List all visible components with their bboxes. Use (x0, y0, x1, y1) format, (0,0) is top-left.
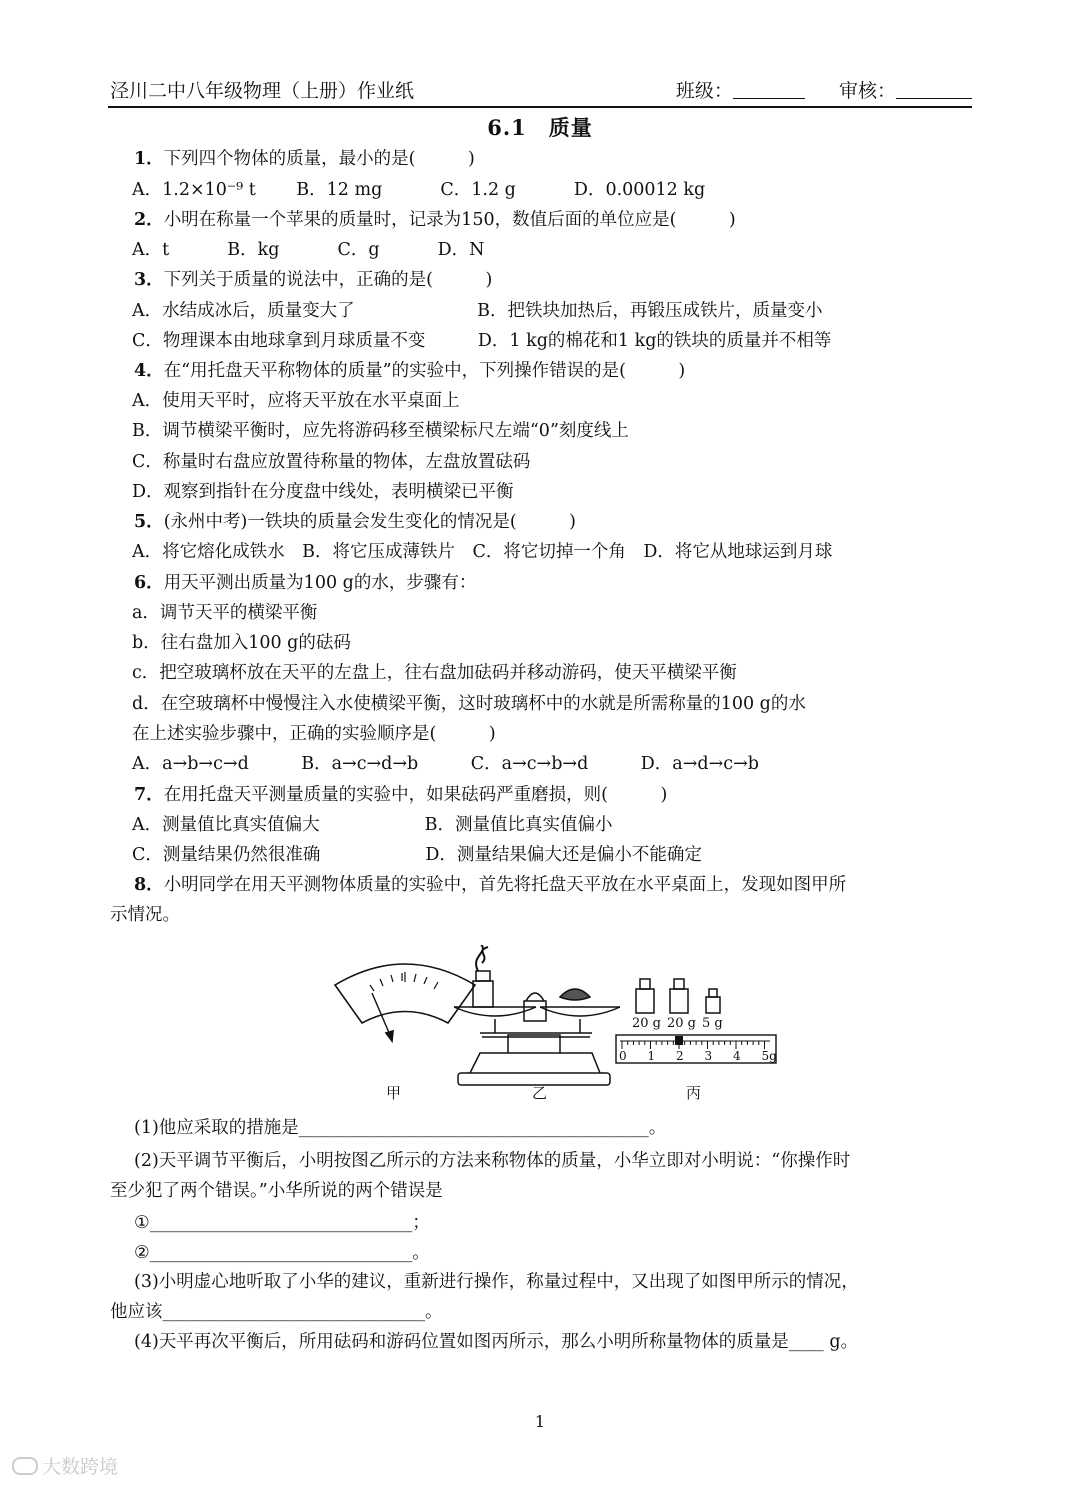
line-text: b．往右盘加入100 g的砝码 (132, 633, 351, 653)
question-line (134, 780, 667, 810)
scale-label: 3 (704, 1049, 713, 1063)
text-line (134, 1146, 850, 1176)
question-number: 1． (134, 149, 164, 169)
dial-figure (335, 964, 475, 1041)
line-text: 小明同学在用天平测物体质量的实验中，首先将托盘天平放在水平桌面上，发现如图甲所 (163, 875, 847, 895)
weight-labels (632, 1016, 723, 1031)
line-text: 在“用托盘天平称物体的质量”的实验中，下列操作错误的是( ) (163, 361, 686, 381)
line-text: A．1.2×10⁻⁹ t B．12 mg C．1.2 g D．0.00012 kg (132, 180, 706, 200)
text-line (132, 719, 496, 749)
question-number: 8． (134, 875, 164, 895)
balance-figure-main (454, 945, 620, 1085)
question-line (134, 265, 492, 295)
text-line (134, 1208, 430, 1238)
weight-20g-2 (670, 989, 688, 1013)
scale-label: 4 (733, 1049, 741, 1063)
line-text: (永州中考)一铁块的质量会发生变化的情况是( ) (163, 512, 576, 532)
line-text: 他应该______________________________。 (110, 1302, 443, 1322)
watermark (12, 1452, 118, 1479)
scale-label: 1 (647, 1049, 656, 1063)
rider-scale (616, 1035, 776, 1063)
line-text: 下列四个物体的质量，最小的是( ) (163, 149, 475, 169)
text-line (132, 810, 613, 840)
page-header (108, 76, 972, 108)
scale-label: 5g (761, 1049, 777, 1063)
text-line (132, 689, 806, 719)
line-text: ①______________________________； (134, 1213, 430, 1233)
question-number: 7． (134, 785, 164, 805)
header-fields (676, 76, 972, 106)
scale-ticks (622, 1041, 765, 1049)
text-line (110, 1176, 443, 1206)
figure-label-yi: 乙 (532, 1084, 548, 1102)
review-blank[interactable] (896, 78, 972, 99)
section-title: 6.1 质量 (487, 115, 593, 140)
question-line (134, 356, 685, 386)
line-text: d．在空玻璃杯中慢慢注入水使横梁平衡，这时玻璃杯中的水就是所需称量的100 g的水 (132, 694, 806, 714)
line-text: 小明在称量一个苹果的质量时，记录为150，数值后面的单位应是( ) (163, 210, 736, 230)
text-line (134, 1267, 859, 1297)
question-line (134, 205, 736, 235)
text-line (134, 1113, 666, 1143)
scale-label: 2 (676, 1049, 684, 1063)
text-line (132, 749, 759, 779)
line-text: A．将它熔化成铁水 B．将它压成薄铁片 C．将它切掉一个角 D．将它从地球运到月球 (132, 542, 833, 562)
weight-5g (706, 997, 720, 1013)
line-text: A．t B．kg C．g D．N (132, 240, 485, 260)
text-line (132, 537, 832, 567)
line-text: A．使用天平时，应将天平放在水平桌面上 (132, 391, 460, 411)
text-line (132, 628, 351, 658)
pointer-tip (386, 1031, 393, 1041)
line-text: (3)小明虚心地听取了小华的建议，重新进行操作，称量过程中，又出现了如图甲所示的情况， (134, 1272, 859, 1292)
text-line (132, 598, 317, 628)
text-line (134, 1238, 430, 1268)
text-line (132, 326, 831, 356)
line-text: A．测量值比真实值偏大 B．测量值比真实值偏小 (132, 815, 613, 835)
line-text: a．调节天平的横梁平衡 (132, 603, 318, 623)
question-line (134, 507, 576, 537)
header-title: 泾川二中八年级物理（上册）作业纸 (110, 80, 415, 102)
page-number: 1 (534, 1412, 546, 1431)
text-line (134, 1327, 858, 1357)
class-label: 班级： (675, 80, 733, 102)
line-text: A．a→b→c→d B．a→c→d→b C．a→c→b→d D．a→d→c→b (132, 754, 759, 774)
text-line (132, 477, 514, 507)
text-line (132, 175, 705, 205)
question-number: 6． (134, 573, 164, 593)
question-number: 4． (134, 361, 164, 381)
rider (675, 1036, 683, 1045)
class-blank[interactable] (733, 78, 805, 99)
question-number: 5． (134, 512, 164, 532)
line-text: 在用托盘天平测量质量的实验中，如果砝码严重磨损，则( ) (163, 785, 668, 805)
weight-20g-1 (636, 989, 654, 1013)
line-text: D．观察到指针在分度盘中线处，表明横梁已平衡 (132, 482, 514, 502)
watermark-logo-icon (12, 1457, 38, 1475)
line-text: 示情况。 (110, 905, 180, 925)
line-text: A．水结成冰后，质量变大了 B．把铁块加热后，再锻压成铁片，质量变小 (132, 301, 823, 321)
text-line (132, 840, 702, 870)
question-number: 3． (134, 270, 164, 290)
text-line (132, 386, 460, 416)
line-text: ②______________________________。 (134, 1243, 430, 1263)
line-text: 至少犯了两个错误。”小华所说的两个错误是 (110, 1181, 443, 1201)
line-text: 在上述实验步骤中，正确的实验顺序是( ) (132, 724, 496, 744)
weight-label-1: 20 g (667, 1016, 696, 1031)
weights-figure (636, 979, 720, 1013)
scale-label: 0 (619, 1049, 627, 1063)
line-text: (4)天平再次平衡后，所用砝码和游码位置如图丙所示，那么小明所称量物体的质量是____ g。 (134, 1332, 859, 1352)
figure-label-jia: 甲 (386, 1084, 402, 1102)
text-line (110, 900, 180, 930)
weight-label-2: 5 g (702, 1016, 723, 1031)
line-text: (2)天平调节平衡后，小明按图乙所示的方法来称物体的质量，小华立即对小明说：“你操作时 (134, 1151, 851, 1171)
text-line (110, 1297, 443, 1327)
figure-label-bing: 丙 (686, 1084, 702, 1102)
text-line (132, 296, 823, 326)
question-number: 2． (134, 210, 164, 230)
line-text: 下列关于质量的说法中，正确的是( ) (163, 270, 493, 290)
line-text: B．调节横梁平衡时，应先将游码移至横梁标尺左端“0”刻度线上 (132, 421, 629, 441)
question-line (134, 144, 475, 174)
line-text: 用天平测出质量为100 g的水，步骤有： (163, 573, 477, 593)
review-label: 审核： (838, 80, 896, 102)
question-line (134, 870, 846, 900)
line-text: c．把空玻璃杯放在天平的左盘上，往右盘加砝码并移动游码，使天平横梁平衡 (132, 663, 737, 683)
line-text: C．物理课本由地球拿到月球质量不变 D．1 kg的棉花和1 kg的铁块的质量并不相等 (132, 331, 832, 351)
line-text: C．测量结果仍然很准确 D．测量结果偏大还是偏小不能确定 (132, 845, 702, 865)
line-text: (1)他应采取的措施是________________________________________。 (134, 1118, 667, 1138)
text-line (132, 235, 484, 265)
text-line (132, 658, 737, 688)
line-text: C．称量时右盘应放置待称量的物体，左盘放置砝码 (132, 452, 531, 472)
question-line (134, 568, 476, 598)
text-line (132, 447, 530, 477)
scale-labels (619, 1049, 777, 1063)
scale-bar (616, 1035, 776, 1063)
weight-label-0: 20 g (632, 1016, 661, 1031)
watermark-text: 大数跨境 (42, 1456, 119, 1478)
text-line (132, 416, 629, 446)
